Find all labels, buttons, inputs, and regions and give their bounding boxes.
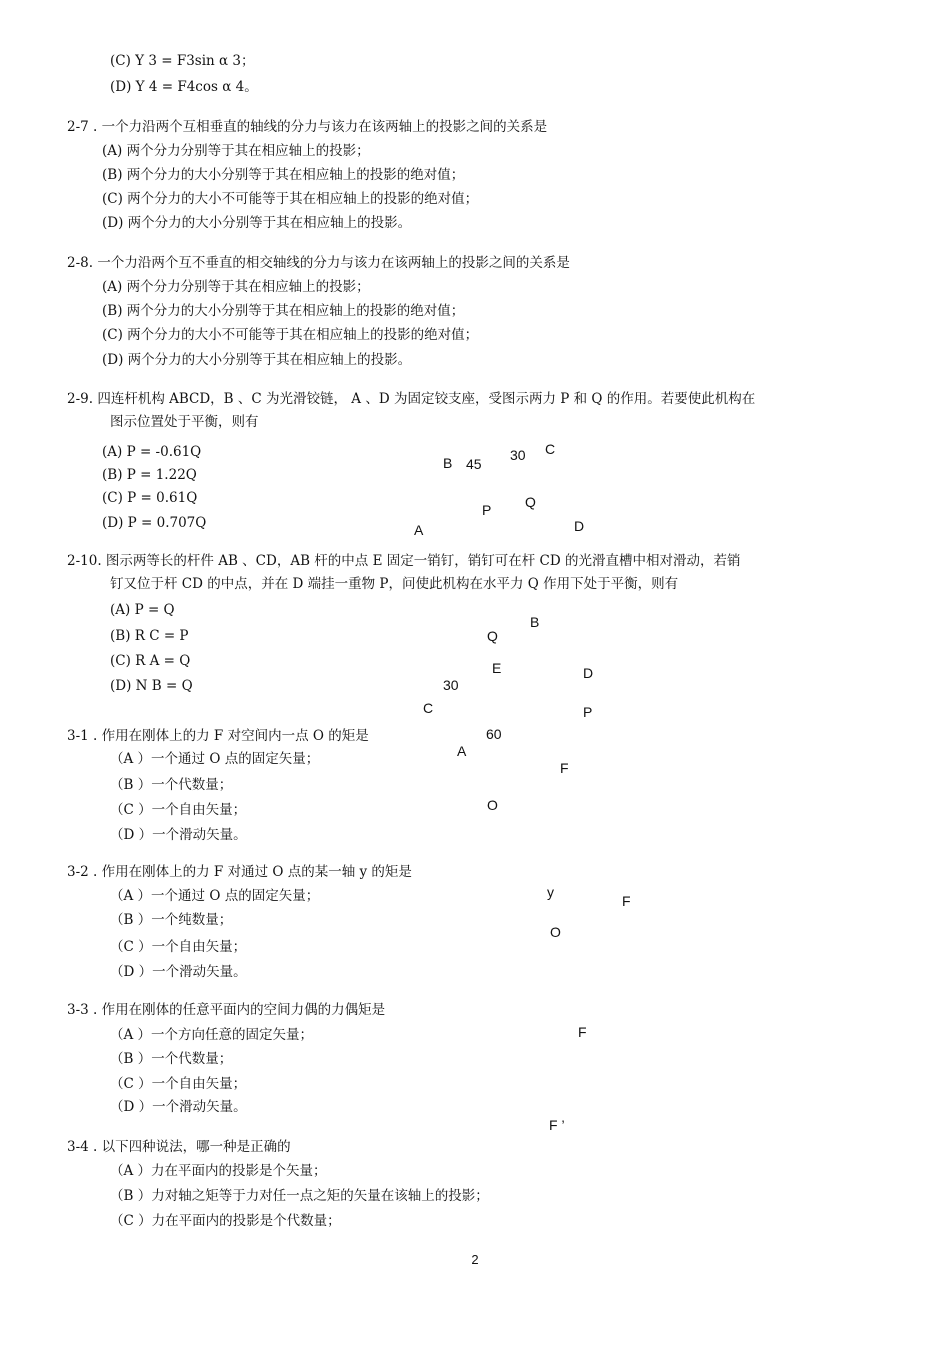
question-3-3: 3-3 . 作用在刚体的任意平面内的空间力偶的力偶矩是 (67, 1002, 386, 1018)
option-a: （A ）一个通过 O 点的固定矢量； (110, 751, 320, 767)
option-a: (A) 两个分力分别等于其在相应轴上的投影； (102, 143, 370, 159)
label-a: A (457, 743, 467, 759)
option-a: (A) P = Q (110, 602, 175, 618)
question-2-9-continuation: 图示位置处于平衡，则有 (110, 414, 259, 430)
option-b: (B) 两个分力的大小分别等于其在相应轴上的投影的绝对值； (102, 303, 465, 319)
label-y: y (547, 884, 554, 900)
label-d: D (574, 518, 585, 534)
option-b: （B ）一个代数量； (110, 777, 233, 793)
label-f-prime: F ’ (549, 1117, 565, 1133)
label-a: A (414, 522, 424, 538)
question-2-9: 2-9. 四连杆机构 ABCD，B 、C 为光滑铰链， A 、D 为固定铰支座，受图示两力 P 和 Q 的作用。若要使此机构在 (67, 391, 756, 407)
option-d-top: (D) Y 4 = F4cos α 4。 (110, 79, 258, 95)
label-o: O (487, 797, 498, 813)
option-c: （C ）一个自由矢量； (110, 1076, 247, 1092)
option-a: （A ）一个方向任意的固定矢量； (110, 1027, 314, 1043)
label-p: P (583, 704, 593, 720)
option-b: (B) 两个分力的大小分别等于其在相应轴上的投影的绝对值； (102, 167, 465, 183)
option-d: （D ）一个滑动矢量。 (110, 1099, 247, 1115)
question-2-7: 2-7 . 一个力沿两个互相垂直的轴线的分力与该力在该两轴上的投影之间的关系是 (67, 119, 548, 135)
label-angle-45: 45 (466, 456, 482, 472)
option-b: （B ）一个代数量； (110, 1051, 233, 1067)
option-d: (D) P = 0.707Q (102, 515, 207, 531)
option-d: （D ）一个滑动矢量。 (110, 964, 247, 980)
label-angle-30: 30 (510, 447, 526, 463)
label-d: D (583, 665, 594, 681)
question-2-8: 2-8. 一个力沿两个互不垂直的相交轴线的分力与该力在该两轴上的投影之间的关系是 (67, 255, 570, 271)
option-d: (D) N B = Q (110, 678, 193, 694)
label-f: F (578, 1024, 587, 1040)
question-3-1: 3-1 . 作用在刚体上的力 F 对空间内一点 O 的矩是 (67, 728, 369, 744)
label-c: C (423, 700, 434, 716)
option-d: (D) 两个分力的大小分别等于其在相应轴上的投影。 (102, 215, 412, 231)
question-2-10: 2-10. 图示两等长的杆件 AB 、CD，AB 杆的中点 E 固定一销钉，销钉可在杆 CD 的光滑直槽中相对滑动，若销 (67, 553, 741, 569)
option-b: （B ）力对轴之矩等于力对任一点之矩的矢量在该轴上的投影； (110, 1188, 489, 1204)
label-e: E (492, 660, 502, 676)
option-c: （C ）一个自由矢量； (110, 939, 247, 955)
option-d: (D) 两个分力的大小分别等于其在相应轴上的投影。 (102, 352, 412, 368)
option-a: (A) P = -0.61Q (102, 444, 202, 460)
option-c-top: (C) Y 3 = F3sin α 3； (110, 53, 255, 69)
label-b: B (530, 614, 540, 630)
question-3-2: 3-2 . 作用在刚体上的力 F 对通过 O 点的某一轴 y 的矩是 (67, 864, 412, 880)
question-3-4: 3-4 . 以下四种说法，哪一种是正确的 (67, 1139, 291, 1155)
page-number: 2 (471, 1252, 479, 1267)
label-angle-60: 60 (486, 726, 502, 742)
label-angle-30: 30 (443, 677, 459, 693)
option-c: （C ）力在平面内的投影是个代数量； (110, 1213, 341, 1229)
option-a: (A) 两个分力分别等于其在相应轴上的投影； (102, 279, 370, 295)
option-c: （C ）一个自由矢量； (110, 802, 247, 818)
option-b: （B ）一个纯数量； (110, 912, 233, 928)
label-f: F (622, 893, 631, 909)
label-p: P (482, 502, 492, 518)
option-b: (B) P = 1.22Q (102, 467, 197, 483)
question-2-10-continuation: 钉又位于杆 CD 的中点，并在 D 端挂一重物 P，问使此机构在水平力 Q 作用下处于平衡，则有 (110, 576, 679, 592)
label-o: O (550, 924, 561, 940)
option-c: (C) R A = Q (110, 653, 191, 669)
label-q: Q (487, 628, 498, 644)
option-c: (C) 两个分力的大小不可能等于其在相应轴上的投影的绝对值； (102, 327, 479, 343)
option-c: (C) 两个分力的大小不可能等于其在相应轴上的投影的绝对值； (102, 191, 479, 207)
option-d: （D ）一个滑动矢量。 (110, 827, 247, 843)
option-c: (C) P = 0.61Q (102, 490, 198, 506)
option-a: （A ）一个通过 O 点的固定矢量； (110, 888, 320, 904)
label-b: B (443, 455, 453, 471)
label-c: C (545, 441, 556, 457)
label-q: Q (525, 494, 536, 510)
option-b: (B) R C = P (110, 628, 189, 644)
option-a: （A ）力在平面内的投影是个矢量； (110, 1163, 327, 1179)
label-f: F (560, 760, 569, 776)
